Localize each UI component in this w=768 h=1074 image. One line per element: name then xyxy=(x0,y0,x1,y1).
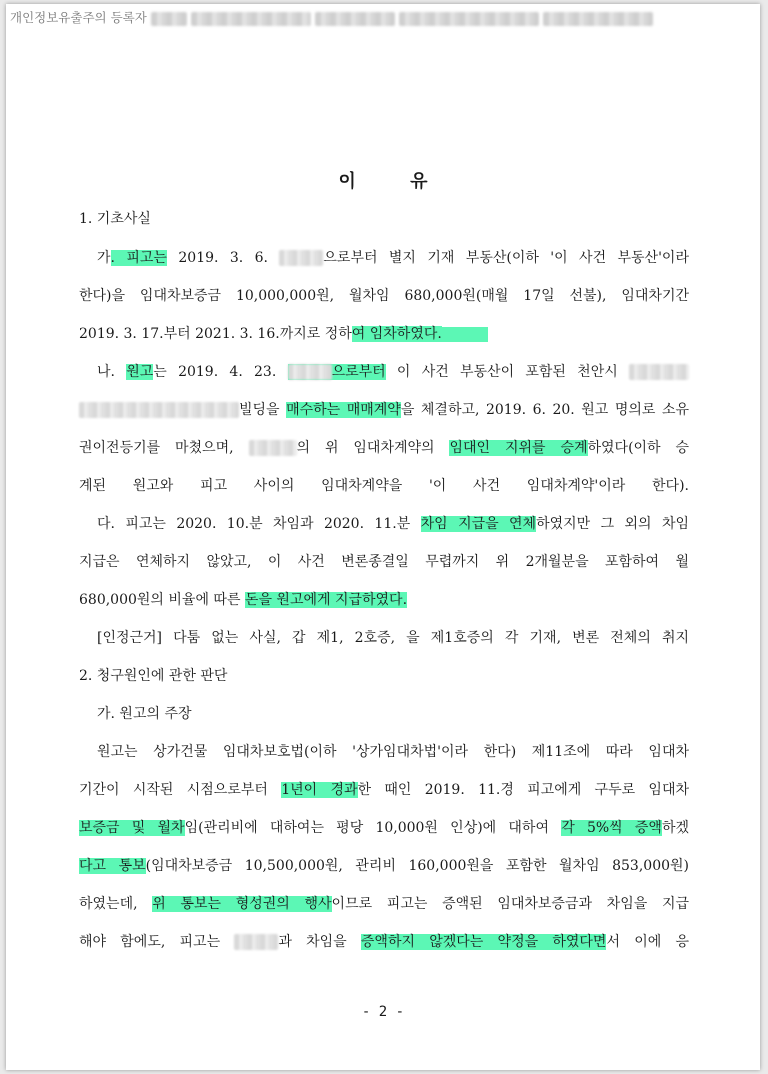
paragraph-line xyxy=(79,550,689,574)
text: 으로부터 별지 기재 부동산(이하 '이 사건 부동산'이라 xyxy=(323,250,689,266)
redacted-text xyxy=(629,364,689,380)
text: 2019. 3. 17.부터 2021. 3. 16.까지로 정하 xyxy=(79,326,352,342)
text: 기간이 시작된 시점으로부터 xyxy=(79,782,282,798)
text: 해야 함에도, 피고는 xyxy=(79,934,221,950)
text: 서 이에 응 xyxy=(606,934,690,950)
highlight: 돈을 원고에게 지급하였다. xyxy=(244,592,408,608)
blurred-text xyxy=(543,12,653,26)
text: 하였지만 그 외의 차임 xyxy=(536,516,689,532)
text: 2. 청구원인에 관한 판단 xyxy=(79,668,228,684)
paragraph-line xyxy=(79,284,689,308)
page-header xyxy=(10,8,650,28)
header-label: 개인정보유출주의 등록자 xyxy=(10,10,147,25)
text: 하였는데, xyxy=(79,896,153,912)
paragraph-line xyxy=(79,778,689,802)
text: 임(관리비에 대하여는 평당 10,000원 인상)에 대하여 xyxy=(184,820,562,836)
text: 는 2019. 4. 23. xyxy=(153,364,277,380)
title-char-right: 유 xyxy=(410,171,428,192)
text: [인정근거] 다툼 없는 사실, 갑 제1, 2호증, 을 제1호증의 각 기재, 변론 전체의 취지 xyxy=(97,630,689,646)
highlight: 보증금 및 월차 xyxy=(79,820,185,836)
paragraph-line xyxy=(79,588,689,612)
text: 이므로 피고는 증액된 임대차보증금과 차임을 지급 xyxy=(331,896,689,912)
text: 빌딩을 xyxy=(239,402,287,418)
document-page xyxy=(6,4,760,1070)
section-heading xyxy=(79,207,689,231)
paragraph-line xyxy=(79,892,689,916)
redacted-text xyxy=(279,250,323,266)
paragraph-line xyxy=(79,360,689,384)
paragraph-line xyxy=(79,322,689,346)
blurred-text xyxy=(399,12,539,26)
paragraph-line xyxy=(79,626,689,650)
paragraph-line xyxy=(79,816,689,840)
paragraph-line xyxy=(79,930,689,954)
highlight: 증액하지 않겠다는 약정을 하였다면 xyxy=(360,934,607,950)
text: 1. 기초사실 xyxy=(79,211,151,227)
title-char-left: 이 xyxy=(338,171,356,192)
text: 하겠 xyxy=(661,820,689,836)
highlight: 차임 지급을 연체 xyxy=(420,516,537,532)
text: 의 위 임대차계약의 xyxy=(296,440,450,456)
page-title xyxy=(6,167,760,193)
highlight: 매수하는 매매계약 xyxy=(286,402,401,418)
text: 지급은 연체하지 않았고, 이 사건 변론종결일 무렵까지 위 2개월분을 포함하여 월 xyxy=(79,554,689,570)
redacted-text xyxy=(249,440,297,456)
blurred-text xyxy=(191,12,311,26)
highlight: 여 임차하였다. xyxy=(351,326,442,342)
text: 원고는 상가건물 임대차보호법(이하 '상가임대차법'이라 한다) 제11조에 따라 임대차 xyxy=(97,744,689,760)
text: 2019. 3. 6. xyxy=(166,250,268,266)
highlight: . 피고는 xyxy=(110,250,167,266)
subsection-heading xyxy=(79,702,689,726)
text: 이 사건 부동산이 포함된 천안시 xyxy=(385,364,618,380)
text: 계된 원고와 피고 사이의 임대차계약을 '이 사건 임대차계약'이라 한다). xyxy=(79,478,689,494)
paragraph-line xyxy=(79,740,689,764)
section-heading xyxy=(79,664,689,688)
text: 한 때인 2019. 11.경 피고에게 구두로 임대차 xyxy=(357,782,689,798)
highlight: 위 통보는 형성권의 행사 xyxy=(152,896,332,912)
paragraph-line xyxy=(79,246,689,270)
paragraph-line xyxy=(79,436,689,460)
text: 한다)을 임대차보증금 10,000,000원, 월차임 680,000원(매월 17일 선불), 임대차기간 xyxy=(79,288,689,304)
highlight: 다고 통보 xyxy=(79,858,146,874)
highlight: 각 5%씩 증액 xyxy=(561,820,662,836)
text: 과 차임을 xyxy=(278,934,361,950)
text: 다. 피고는 2020. 10.분 차임과 2020. 11.분 xyxy=(97,516,421,532)
highlight-tail xyxy=(442,327,488,342)
text: (임대차보증금 10,500,000원, 관리비 160,000원을 포함한 월차임 853,000원) xyxy=(145,858,690,874)
redacted-text xyxy=(288,364,332,380)
text: 가. 원고의 주장 xyxy=(97,706,192,722)
text: 하였다(이하 승 xyxy=(587,440,690,456)
highlight: 1년이 경과 xyxy=(281,782,358,798)
text: 을 체결하고, 2019. 6. 20. 원고 명의로 소유 xyxy=(400,402,689,418)
text: 나. xyxy=(97,364,127,380)
paragraph-line xyxy=(79,512,689,536)
highlight: 임대인 지위를 승계 xyxy=(449,440,588,456)
highlight: 원고 xyxy=(126,364,154,380)
redacted-text xyxy=(79,402,239,418)
text: 권이전등기를 마쳤으며, xyxy=(79,440,234,456)
paragraph-line xyxy=(79,474,689,498)
text: 680,000원의 비율에 따른 xyxy=(79,592,245,608)
redacted-text xyxy=(234,934,278,950)
highlight: 으로부터 xyxy=(331,364,386,380)
paragraph-line xyxy=(79,398,689,422)
blurred-text xyxy=(151,12,187,26)
text: 가 xyxy=(97,250,111,266)
page-number: - 2 - xyxy=(361,1004,405,1020)
paragraph-line xyxy=(79,854,689,878)
blurred-text xyxy=(315,12,395,26)
